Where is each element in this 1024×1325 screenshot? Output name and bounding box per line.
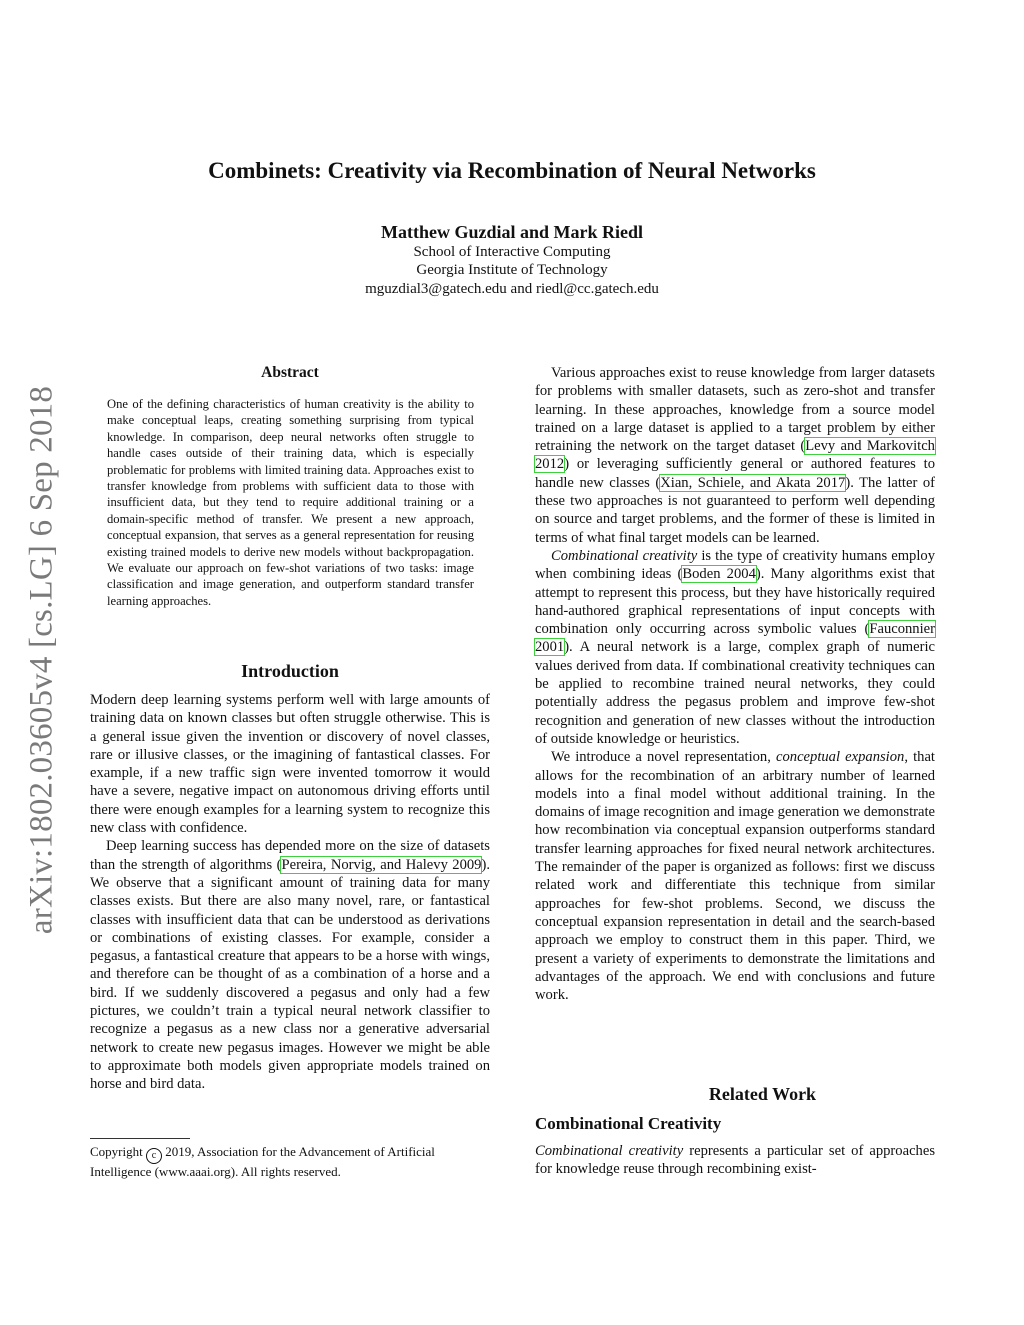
copyright-footnote: Copyright c 2019, Association for the Advancement of Artificial Intelligence (www.aaai.org). All rights reserved. — [90, 1144, 435, 1179]
paper-title: Combinets: Creativity via Recombination of Neural Networks — [208, 158, 816, 183]
footnote-rule — [90, 1138, 190, 1139]
affiliation-emails: mguzdial3@gatech.edu and riedl@cc.gatech.edu — [365, 281, 659, 297]
citation-fauconnier[interactable]: Fauconnier 2001 — [535, 621, 935, 656]
citation-levy[interactable]: Levy and Markovitch 2012 — [535, 438, 935, 473]
intro-paragraph-1: Modern deep learning systems perform well with large amounts of training data on known classes but often struggle otherwise. This is a general issue given the invention or discovery of novel classes, rare or illusive classes, or the imagining of fantastical classes. For example, if a new traffic sign were invented tomorrow it would have a severe, negative impact on autonomous driving efforts until there were enough examples for a learning system to recognize this new class with confidence. — [90, 692, 490, 837]
copyright-icon: c — [146, 1148, 162, 1164]
affiliation-institute: Georgia Institute of Technology — [416, 262, 608, 278]
right-paragraph-3: We introduce a novel representation, conceptual expansion, that allows for the recombination of an arbitrary number of learned models into a final model without additional training. In the domains of image recognition and image generation we demonstrate how recombination via conceptual expansion outperforms standard transfer learning approaches for fixed neural network architectures. The remainder of the paper is organized as follows: first we discuss related work and differentiate this technique from similar approaches for few-shot problems. Second, we discuss the conceptual expansion representation in detail and the search-based approach we employ to construct them in this paper. Third, we present a variety of experiments to demonstrate the limitations and advantages of the approach. We end with conclusions and future work. — [535, 749, 935, 1004]
affiliation-school: School of Interactive Computing — [413, 244, 611, 260]
abstract-heading: Abstract — [261, 364, 319, 381]
right-column — [535, 364, 935, 1004]
citation-pereira[interactable]: Pereira, Norvig, and Halevy 2009 — [281, 856, 482, 873]
citation-boden[interactable]: Boden 2004 — [682, 566, 756, 583]
introduction-heading: Introduction — [241, 661, 339, 681]
left-column — [90, 691, 490, 1094]
right-paragraph-2: Combinational creativity is the type of creativity humans employ when combining ideas (Boden 2004). Many algorithms exist that attempt to represent this process, but they have historically required hand-authored graphical representations of input concepts with combination only occurring across symbolic values (Fauconnier 2001). A neural network is a large, complex graph of numeric values derived from data. If combinational creativity techniques can be applied to recombine trained neural networks, they could potentially address the pegasus problem and improve few-shot recognition and generation of new classes without the introduction of outside knowledge or heuristics. — [535, 547, 935, 747]
related-work-heading: Related Work — [708, 1084, 817, 1104]
abstract-text: One of the defining characteristics of human creativity is the ability to make conceptual leaps, creating something surprising from typical knowledge. In comparison, deep neural networks often struggle to handle cases outside of their training data, which is especially problematic for problems with limited training data. Approaches exist to transfer knowledge from problems with sufficient data to those with insufficient data, but they tend to require additional training or a domain-specific method of transfer. We present a new approach, conceptual expansion, that serves as a general representation for reusing existing trained models to derive new models without backpropagation. We evaluate our approach on few-shot variations of two tasks: image classification and image generation, and outperform standard transfer learning approaches. — [107, 397, 474, 608]
related-paragraph-1: Combinational creativity represents a particular set of approaches for knowledge reuse through recombining exist- — [535, 1143, 935, 1178]
arxiv-id: arXiv:1802.03605v4 [cs.LG] 6 Sep 2018 — [23, 385, 60, 935]
citation-xian[interactable]: Xian, Schiele, and Akata 2017 — [660, 474, 846, 491]
arxiv-stamp — [22, 360, 62, 960]
intro-paragraph-2: Deep learning success has depended more on the size of datasets than the strength of algorithms (Pereira, Norvig, and Halevy 2009). We observe that a significant amount of training data for many classes exists. But there are also many novel, rare, or fantastical classes with insufficient data that can be understood as derivations or combinations of existing classes. For example, consider a pegasus, a fantastical creature that appears to be a horse with wings, and therefore can be thought of as a combination of a horse and a bird. If we suddenly discovered a pegasus and only had a few pictures, we couldn’t train a typical neural network classifier to recognize a pegasus as a new class nor a generative adversarial network to create new pegasus images. However we might be able to approximate both models given appropriate models trained on horse and bird data. — [90, 838, 490, 1093]
paper-authors: Matthew Guzdial and Mark Riedl — [380, 222, 643, 242]
combinational-creativity-subheading: Combinational Creativity — [535, 1114, 722, 1133]
related-work-text — [535, 1142, 935, 1179]
right-paragraph-1: Various approaches exist to reuse knowledge from larger datasets for problems with smaller datasets, such as zero-shot and transfer learning. In these approaches, knowledge from a source model trained on a large dataset is applied to a target problem by either retraining the network on the target dataset (Levy and Markovitch 2012) or leveraging sufficiently general or authored features to handle new classes (Xian, Schiele, and Akata 2017). The latter of these two approaches is not guaranteed to perform well depending on source and target problems, and the former of these is limited in terms of what final target models can be learned. — [535, 365, 936, 546]
